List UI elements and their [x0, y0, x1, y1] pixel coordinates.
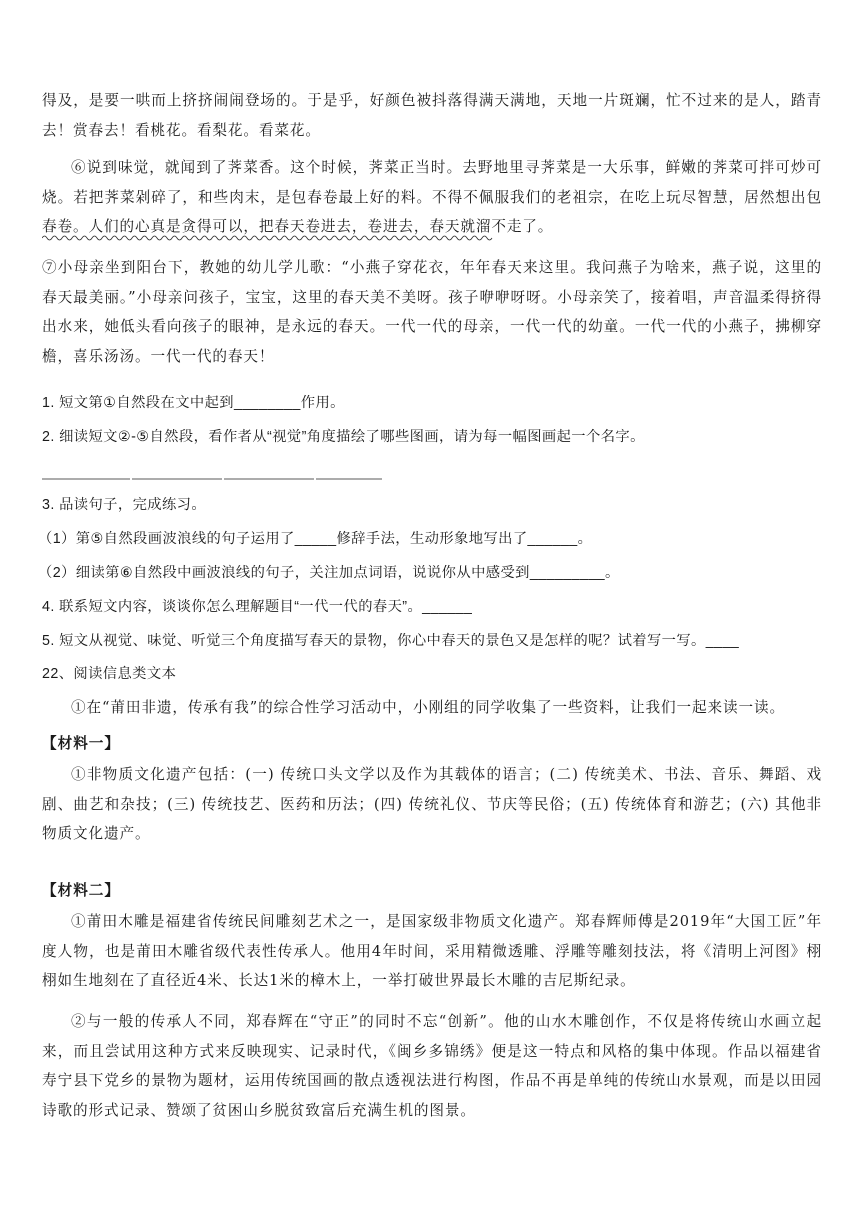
material-2-paragraph-1: ①莆田木雕是福建省传统民间雕刻艺术之一，是国家级非物质文化遗产。郑春辉师傅是2019年“大国工匠”年度人物，也是莆田木雕省级代表性传承人。他用4年时间，采用精微透雕、浮雕等雕刻技法，将《清明上河图》栩栩如生地刻在了直径近4米、长达1米的樟木上，一举打破世界最长木雕的吉尼斯纪录。 — [42, 913, 822, 989]
question-5: 5. 短文从视觉、味觉、听觉三个角度描写春天的景物，你心中春天的景色又是怎样的呢？试着写一写。____ — [42, 633, 740, 649]
section-22-title: 22、阅读信息类文本 — [42, 666, 177, 682]
passage-paragraph-6: ⑥说到味觉，就闻到了荠菜香。这个时候，荠菜正当时。去野地里寻荠菜是一大乐事，鲜嫩的荠菜可拌可炒可烧。若把荠菜剁碎了，和些肉末，是包春卷最上好的料。不得不佩服我们的老祖宗，在吃上玩尽智慧，居然想出包春卷。人们的心真是贪得可以，把春天卷进去，卷进去，春天就溜不走了。 — [42, 159, 822, 235]
material-2-paragraph-2: ②与一般的传承人不同，郑春辉在“守正”的同时不忘“创新”。他的山水木雕创作，不仅是将传统山水画立起来，而且尝试用这种方式来反映现实、记录时代，《闽乡多锦绣》便是这一特点和风格的集中体现。作品以福建省寿宁县下党乡的景物为题材，运用传统国画的散点透视法进行构图，作品不再是单纯的传统山水景观，而是以田园诗歌的形式记录、赞颂了贫困山乡脱贫致富后充满生机的图景。 — [42, 1013, 822, 1119]
question-1: 1. 短文第①自然段在文中起到________作用。 — [42, 395, 345, 411]
material-1-paragraph-1: ①非物质文化遗产包括：(一) 传统口头文学以及作为其载体的语言；(二) 传统美术、书法、音乐、舞蹈、戏剧、曲艺和杂技；(三) 传统技艺、医药和历法；(四) 传统礼仪、节庆等民俗；(五) 传统体育和游艺；(六) 其他非物质文化遗产。 — [42, 766, 822, 842]
section-22-intro: ①在“莆田非遗，传承有我”的综合性学习活动中，小刚组的同学收集了一些资料，让我们一起来读一读。 — [71, 699, 785, 716]
question-3: 3. 品读句子，完成练习。 — [42, 497, 207, 513]
passage-paragraph-5-end: 得及，是要一哄而上挤挤闹闹登场的。于是乎，好颜色被抖落得满天满地，天地一片斑斓，忙不过来的是人，踏青去！赏春去！看桃花。看梨花。看菜花。 — [42, 92, 822, 139]
question-2: 2. 细读短文②-⑤自然段，看作者从“视觉”角度描绘了哪些图画，请为每一幅图画起一个名字。 — [42, 429, 645, 445]
question-4: 4. 联系短文内容，谈谈你怎么理解题目“一代一代的春天”。______ — [42, 599, 473, 615]
passage-paragraph-7: ⑦小母亲坐到阳台下，教她的幼儿学儿歌：“小燕子穿花衣，年年春天来这里。我问燕子为啥来，燕子说，这里的春天最美丽。”小母亲问孩子，宝宝，这里的春天美不美呀。孩子咿咿呀呀。小母亲笑了，接着唱，声音温柔得挤得出水来，她低头看向孩子的眼神，是永远的春天。一代一代的母亲，一代一代的幼童。一代一代的小燕子，拂柳穿檐，喜乐汤汤。一代一代的春天！ — [42, 259, 822, 365]
answer-blank-lines — [42, 474, 387, 480]
wavy-underline — [42, 233, 494, 243]
material-1-heading: 【材料一】 — [42, 735, 120, 752]
question-3-1: （1）第⑤自然段画波浪线的句子运用了_____修辞手法，生动形象地写出了______。 — [38, 531, 593, 547]
material-2-heading: 【材料二】 — [42, 882, 120, 899]
question-3-2: （2）细读第⑥自然段中画波浪线的句子，关注加点词语，说说你从中感受到_________。 — [38, 565, 620, 581]
